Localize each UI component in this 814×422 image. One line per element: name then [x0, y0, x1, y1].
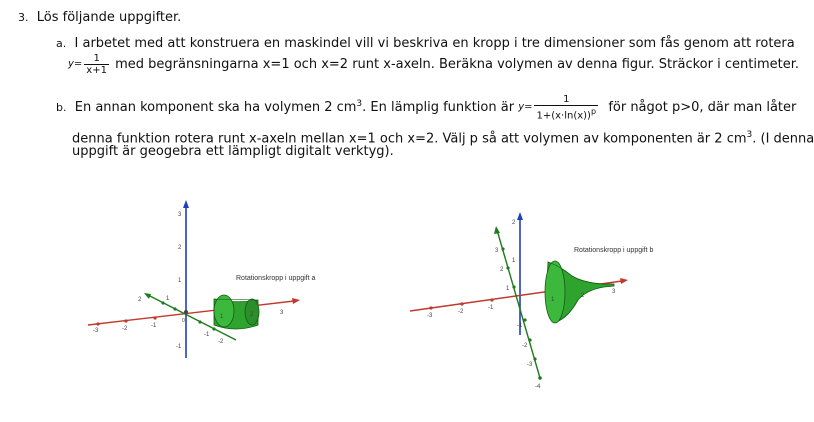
problem-number: 3.	[18, 11, 29, 24]
fig-b-y-tick-dot	[528, 338, 531, 341]
part-b-sup-2: 3	[746, 130, 753, 140]
fig-a-x-tick-label: 2	[250, 312, 254, 318]
fig-b-x-tick-dot	[490, 298, 493, 301]
fig-b-x-tick-label: -3	[427, 313, 433, 319]
part-b-sup-1: 3	[356, 98, 363, 109]
part-a-fraction-den: x+1	[86, 65, 107, 76]
fig-a-x-tick-label: -3	[93, 328, 99, 334]
part-a-label: a.	[56, 37, 67, 50]
part-b-text-1c: för något p>0, där man låter	[608, 100, 797, 116]
part-a-fraction-num: 1	[93, 53, 100, 64]
fig-b-y-axis	[497, 230, 540, 378]
part-a-eq-lhs: y=	[68, 58, 83, 70]
fig-b-z-arrow-icon	[517, 212, 523, 220]
fig-a-caption: Rotationskropp i uppgift a	[236, 275, 316, 282]
fig-b-z-tick-label: 1	[512, 258, 516, 264]
fig-b-x-tick-dot	[460, 302, 463, 305]
fig-b-y-tick-dot	[523, 318, 526, 321]
part-a-text-1: I arbetet med att konstruera en maskindel vill vi beskriva en kropp i tre dimensioner som fås genom att rotera	[74, 36, 795, 51]
fig-b-y-arrow-icon	[494, 226, 500, 234]
fig-a-z-tick-label: -1	[176, 344, 182, 350]
fig-b-y-tick-dot	[538, 376, 542, 380]
fig-a-z-tick-label: 1	[178, 278, 182, 284]
fig-b-x-tick-dot	[429, 306, 432, 309]
fig-b-y-tick-dot	[512, 285, 515, 288]
fig-b-y-tick-label: -2	[522, 343, 528, 349]
fig-b-solid-left-face	[545, 261, 565, 323]
part-b-label: b.	[56, 101, 67, 115]
fig-b-x-tick-label: -1	[488, 305, 494, 311]
fig-b-x-arrow-icon	[620, 278, 628, 284]
fig-b-y-tick-label: -3	[527, 362, 533, 368]
part-b-text-3: uppgift är geogebra ett lämpligt digitalt verktyg).	[72, 144, 394, 159]
fig-b-z-tick-label: 2	[512, 220, 516, 226]
fig-b-x-tick-label: 3	[612, 289, 616, 295]
part-b-text-2a: denna funktion rotera runt x-axeln mellan x=1 och x=2. Välj p så att volymen av komponenten är 2 cm	[72, 131, 747, 147]
fig-b-x-tick-label: 1	[551, 297, 555, 303]
fig-b-caption: Rotationskropp i uppgift b	[574, 247, 654, 254]
part-a-text-2: med begränsningarna x=1 och x=2 runt x-axeln. Beräkna volymen av denna figur. Sträckor i centimeter.	[115, 57, 799, 72]
fig-a-y-tick-label: 2	[138, 297, 142, 303]
fig-a-y-tick-label: -1	[204, 332, 210, 338]
fig-a-x-tick-label: -2	[122, 326, 128, 332]
fig-a-z-tick-label: 3	[178, 212, 182, 218]
fig-a-x-tick-label: 1	[220, 314, 224, 320]
fig-a-x-tick-label: -1	[151, 323, 157, 329]
fig-b-y-tick-label: 3	[495, 248, 499, 254]
fig-a-z-tick-label: 2	[178, 245, 182, 251]
fig-a-y-tick-label: 1	[166, 296, 170, 302]
part-b-text-1b: . En lämplig funktion är	[362, 100, 515, 116]
fig-b-y-tick-dot	[506, 266, 509, 269]
part-b-fraction-den-text: 1+(x·ln(x))	[536, 110, 591, 122]
fig-a-y-tick-label: -2	[218, 339, 224, 345]
part-b-fraction-num: 1	[563, 94, 570, 105]
part-b-text-1a: En annan komponent ska ha volymen 2 cm	[74, 100, 357, 116]
fig-b-y-tick-label: 2	[500, 267, 504, 273]
part-b-text-2b: . (I denna	[752, 131, 814, 147]
fig-b-x-tick-label: 2	[581, 293, 585, 299]
part-b-eq-lhs: y=	[518, 101, 533, 113]
problem-title: Lös följande uppgifter.	[36, 10, 182, 25]
part-b-fraction-den-sup: p	[590, 107, 597, 116]
fig-b-y-tick-label: -1	[517, 323, 523, 329]
fig-a-origin-label: 0	[182, 318, 185, 324]
fig-b-x-tick-label: -2	[458, 309, 464, 315]
fig-b-y-tick-label: -4	[535, 384, 541, 390]
fig-b-y-tick-label: 1	[506, 286, 510, 292]
fig-b-y-tick-dot	[501, 247, 504, 250]
fig-b-y-tick-dot	[533, 357, 536, 360]
fig-a-x-tick-label: 3	[280, 310, 284, 316]
